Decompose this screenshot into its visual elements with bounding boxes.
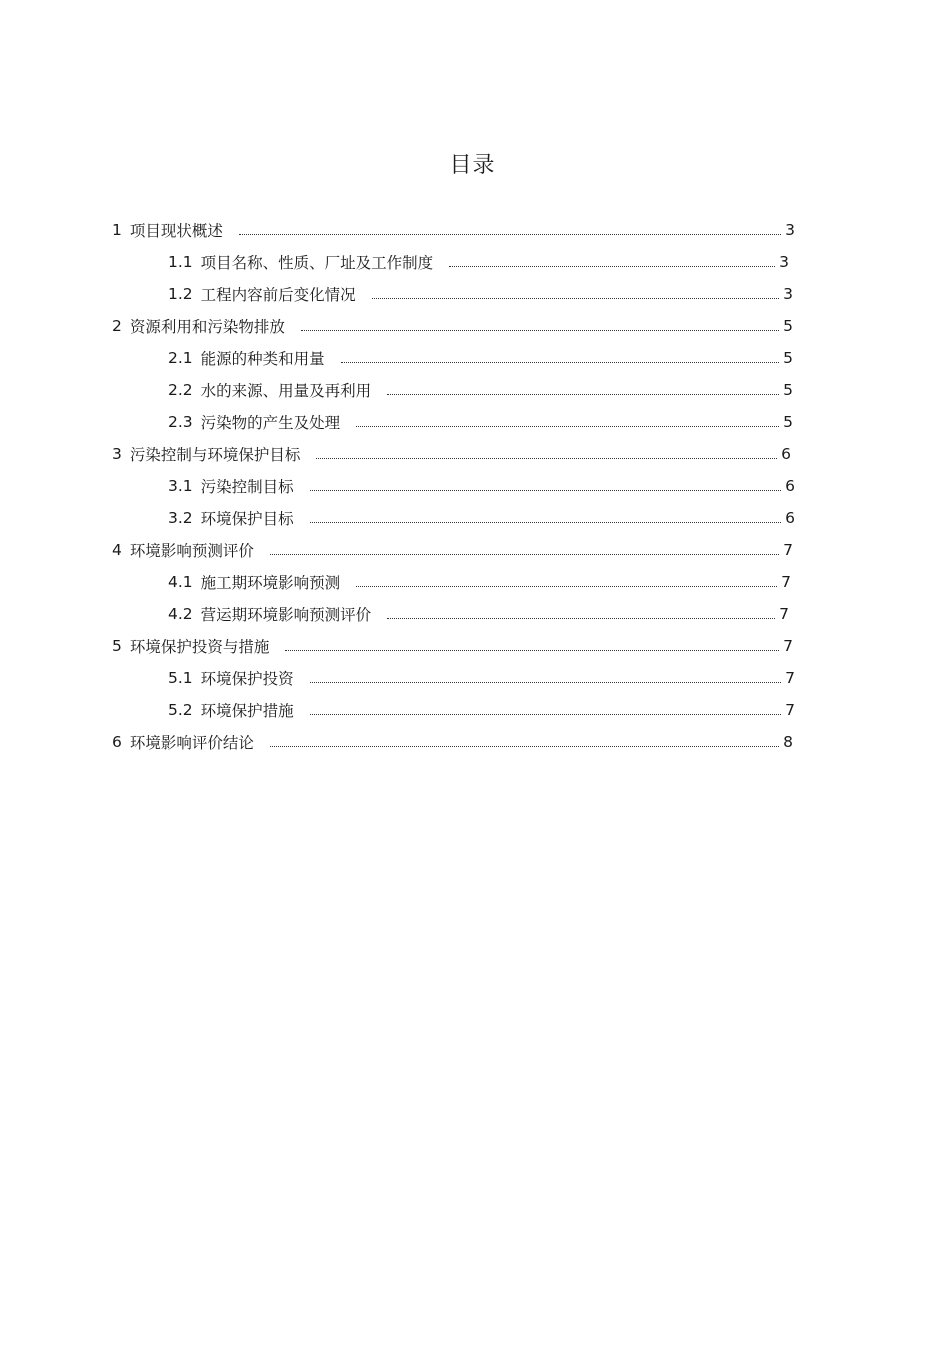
toc-dot-leader (310, 477, 781, 495)
toc-entry-page: 3 (779, 253, 789, 271)
toc-dot-leader (310, 669, 781, 687)
toc-entry-number: 4.2 (168, 605, 193, 623)
toc-dot-leader (449, 253, 775, 271)
toc-entry[interactable] (0, 566, 791, 598)
toc-list (0, 214, 950, 758)
toc-entry[interactable] (0, 726, 793, 758)
toc-entry-page: 5 (783, 349, 793, 367)
toc-entry-page: 7 (783, 637, 793, 655)
toc-dot-leader (239, 221, 781, 239)
toc-dot-leader (310, 701, 781, 719)
toc-entry-label: 工程内容前后变化情况 (200, 286, 356, 304)
toc-entry-number: 5.2 (168, 701, 193, 719)
toc-entry-label: 污染物的产生及处理 (200, 414, 341, 432)
toc-entry-number: 6 (112, 733, 122, 751)
toc-dot-leader (387, 605, 775, 623)
toc-entry-label: 资源利用和污染物排放 (129, 318, 285, 336)
toc-entry[interactable] (0, 438, 791, 470)
toc-entry-page: 3 (783, 285, 793, 303)
toc-entry-label: 能源的种类和用量 (200, 350, 325, 368)
toc-entry-page: 3 (785, 221, 795, 239)
toc-entry[interactable] (0, 534, 793, 566)
toc-entry-label: 水的来源、用量及再利用 (200, 382, 372, 400)
toc-entry-page: 5 (783, 381, 793, 399)
toc-entry-number: 3.1 (168, 477, 193, 495)
toc-dot-leader (270, 733, 779, 751)
toc-entry[interactable] (0, 694, 795, 726)
toc-entry-label: 环境保护目标 (200, 510, 294, 528)
toc-entry[interactable] (0, 278, 793, 310)
toc-entry[interactable] (0, 246, 789, 278)
toc-entry-number: 4 (112, 541, 122, 559)
toc-entry-page: 5 (783, 317, 793, 335)
toc-entry-label: 环境影响预测评价 (129, 542, 254, 560)
toc-entry-label: 营运期环境影响预测评价 (200, 606, 372, 624)
toc-dot-leader (285, 637, 779, 655)
toc-entry-label: 项目现状概述 (129, 222, 223, 240)
toc-dot-leader (356, 413, 779, 431)
toc-dot-leader (356, 573, 777, 591)
toc-entry-label: 污染控制目标 (200, 478, 294, 496)
toc-entry-number: 3 (112, 445, 122, 463)
toc-entry[interactable] (0, 342, 793, 374)
toc-entry-label: 施工期环境影响预测 (200, 574, 341, 592)
toc-entry-label: 环境保护措施 (200, 702, 294, 720)
toc-entry-page: 6 (781, 445, 791, 463)
toc-entry-label: 环境保护投资与措施 (129, 638, 270, 656)
toc-entry-page: 7 (785, 701, 795, 719)
toc-dot-leader (387, 381, 779, 399)
toc-entry[interactable] (0, 310, 793, 342)
toc-entry-number: 2 (112, 317, 122, 335)
toc-entry-page: 7 (779, 605, 789, 623)
toc-dot-leader (372, 285, 779, 303)
toc-entry[interactable] (0, 662, 795, 694)
toc-dot-leader (270, 541, 779, 559)
toc-entry-number: 2.1 (168, 349, 193, 367)
toc-entry-number: 1.1 (168, 253, 193, 271)
toc-entry-page: 5 (783, 413, 793, 431)
toc-entry[interactable] (0, 502, 795, 534)
toc-entry-label: 环境影响评价结论 (129, 734, 254, 752)
toc-entry-page: 7 (783, 541, 793, 559)
toc-entry-number: 1.2 (168, 285, 193, 303)
toc-entry[interactable] (0, 374, 793, 406)
toc-entry-label: 环境保护投资 (200, 670, 294, 688)
toc-dot-leader (310, 509, 781, 527)
toc-entry[interactable] (0, 214, 795, 246)
toc-entry[interactable] (0, 630, 793, 662)
toc-entry-number: 2.2 (168, 381, 193, 399)
toc-entry-page: 6 (785, 509, 795, 527)
toc-entry-number: 3.2 (168, 509, 193, 527)
toc-entry-number: 2.3 (168, 413, 193, 431)
toc-entry-page: 6 (785, 477, 795, 495)
toc-entry-page: 7 (781, 573, 791, 591)
toc-entry-number: 4.1 (168, 573, 193, 591)
toc-entry-number: 1 (112, 221, 122, 239)
toc-dot-leader (301, 317, 779, 335)
toc-entry[interactable] (0, 470, 795, 502)
toc-entry-page: 7 (785, 669, 795, 687)
toc-entry-number: 5 (112, 637, 122, 655)
toc-entry[interactable] (0, 598, 789, 630)
toc-title: 目录 (449, 153, 496, 178)
toc-dot-leader (341, 349, 779, 367)
toc-entry[interactable] (0, 406, 793, 438)
toc-entry-label: 项目名称、性质、厂址及工作制度 (200, 254, 434, 272)
toc-entry-page: 8 (783, 733, 793, 751)
toc-entry-label: 污染控制与环境保护目标 (129, 446, 301, 464)
toc-dot-leader (316, 445, 777, 463)
toc-entry-number: 5.1 (168, 669, 193, 687)
